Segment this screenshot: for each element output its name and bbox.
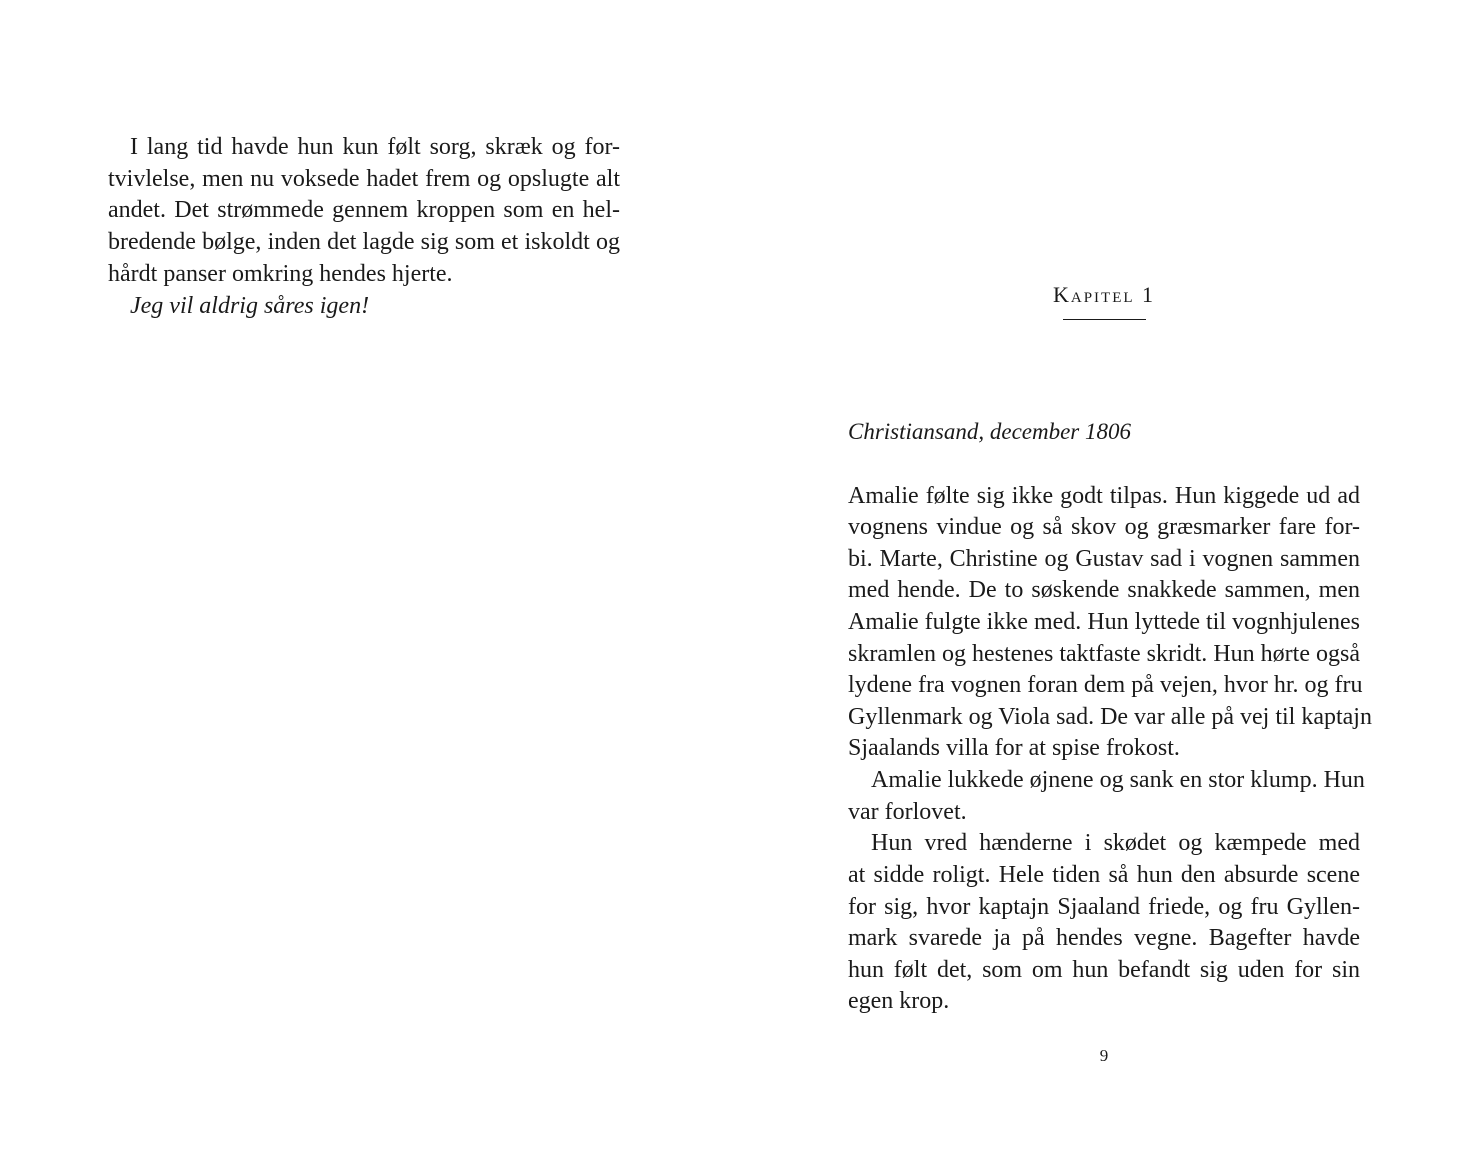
text-line: Amalie følte sig ikke godt tilpas. Hun kiggede ud ad (848, 483, 1360, 509)
right-page (736, 0, 1472, 1155)
text-line: med hende. De to søskende snakkede sammen, men (848, 577, 1360, 603)
text-line: vognens vindue og så skov og græsmarker fare for- (848, 514, 1360, 540)
text-line: skramlen og hestenes taktfaste skridt. Hun hørte også (848, 641, 1360, 667)
italic-text-line: Jeg vil aldrig såres igen! (130, 293, 370, 319)
text-line: var forlovet. (848, 799, 967, 825)
text-line: hun følt det, som om hun befandt sig uden for sin (848, 957, 1360, 983)
text-line: Hun vred hænderne i skødet og kæmpede med (871, 830, 1360, 856)
text-line: Amalie fulgte ikke med. Hun lyttede til vognhjulenes (848, 609, 1360, 635)
text-line: bi. Marte, Christine og Gustav sad i vognen sammen (848, 546, 1360, 572)
text-line: mark svarede ja på hendes vegne. Bagefter havde (848, 925, 1360, 951)
text-line: Gyllenmark og Viola sad. De var alle på vej til kaptajn (848, 704, 1372, 730)
chapter-title: Kapitel 1 (1052, 282, 1156, 307)
page-number: 9 (1099, 1046, 1109, 1065)
text-line: andet. Det strømmede gennem kroppen som en hel- (108, 197, 620, 223)
text-line: lydene fra vognen foran dem på vejen, hvor hr. og fru (848, 672, 1363, 698)
text-line: at sidde roligt. Hele tiden så hun den absurde scene (848, 862, 1360, 888)
place-date-heading: Christiansand, december 1806 (848, 419, 1132, 444)
chapter-divider (1063, 319, 1146, 320)
text-line: I lang tid havde hun kun følt sorg, skræk og for- (130, 134, 620, 160)
text-line: tvivlelse, men nu voksede hadet frem og opslugte alt (108, 166, 620, 192)
text-line: egen krop. (848, 988, 950, 1014)
text-line: bredende bølge, inden det lagde sig som et iskoldt og (108, 229, 620, 255)
text-line: for sig, hvor kaptajn Sjaaland friede, og fru Gyllen- (848, 894, 1360, 920)
text-line: Amalie lukkede øjnene og sank en stor klump. Hun (871, 767, 1365, 793)
text-line: Sjaalands villa for at spise frokost. (848, 735, 1180, 761)
text-line: hårdt panser omkring hendes hjerte. (108, 261, 453, 287)
